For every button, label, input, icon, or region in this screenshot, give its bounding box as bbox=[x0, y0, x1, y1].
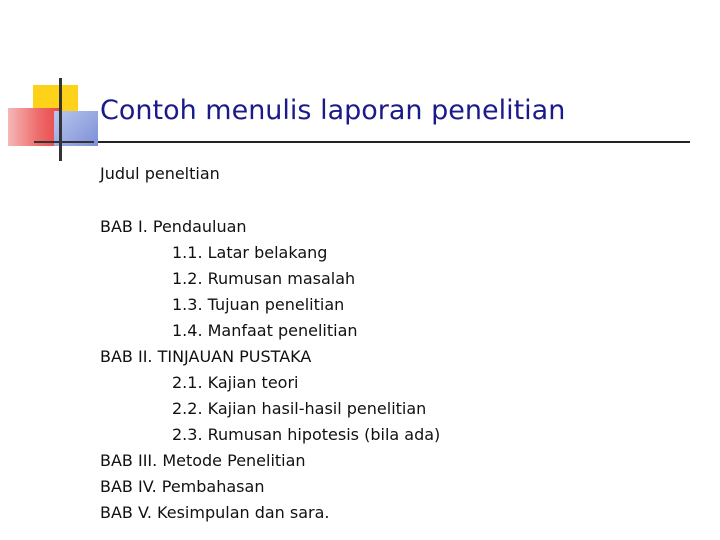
vertical-line-decoration bbox=[59, 78, 62, 161]
chapter-heading: BAB III. Metode Penelitian bbox=[100, 451, 306, 470]
chapter-subsection: 2.3. Rumusan hipotesis (bila ada) bbox=[172, 425, 441, 444]
chapter-heading: BAB V. Kesimpulan dan sara. bbox=[100, 503, 330, 522]
chapter-subsection: 1.1. Latar belakang bbox=[172, 243, 328, 262]
chapter-subsection: 2.2. Kajian hasil-hasil penelitian bbox=[172, 399, 427, 418]
chapter-subsection: 2.1. Kajian teori bbox=[172, 373, 299, 392]
chapter-subsection: 1.4. Manfaat penelitian bbox=[172, 321, 358, 340]
chapter-subsection: 1.2. Rumusan masalah bbox=[172, 269, 356, 288]
slide-subtitle: Judul peneltian bbox=[100, 164, 220, 183]
chapter-subsection: 1.3. Tujuan penelitian bbox=[172, 295, 345, 314]
chapter-heading: BAB I. Pendauluan bbox=[100, 217, 247, 236]
corner-logo-decoration bbox=[0, 0, 100, 170]
title-underline bbox=[98, 141, 690, 143]
chapter-heading: BAB II. TINJAUAN PUSTAKA bbox=[100, 347, 312, 366]
slide-title: Contoh menulis laporan penelitian bbox=[100, 95, 566, 126]
chapter-outline bbox=[100, 214, 440, 526]
chapter-heading: BAB IV. Pembahasan bbox=[100, 477, 265, 496]
short-horizontal-line-decoration bbox=[34, 141, 94, 143]
